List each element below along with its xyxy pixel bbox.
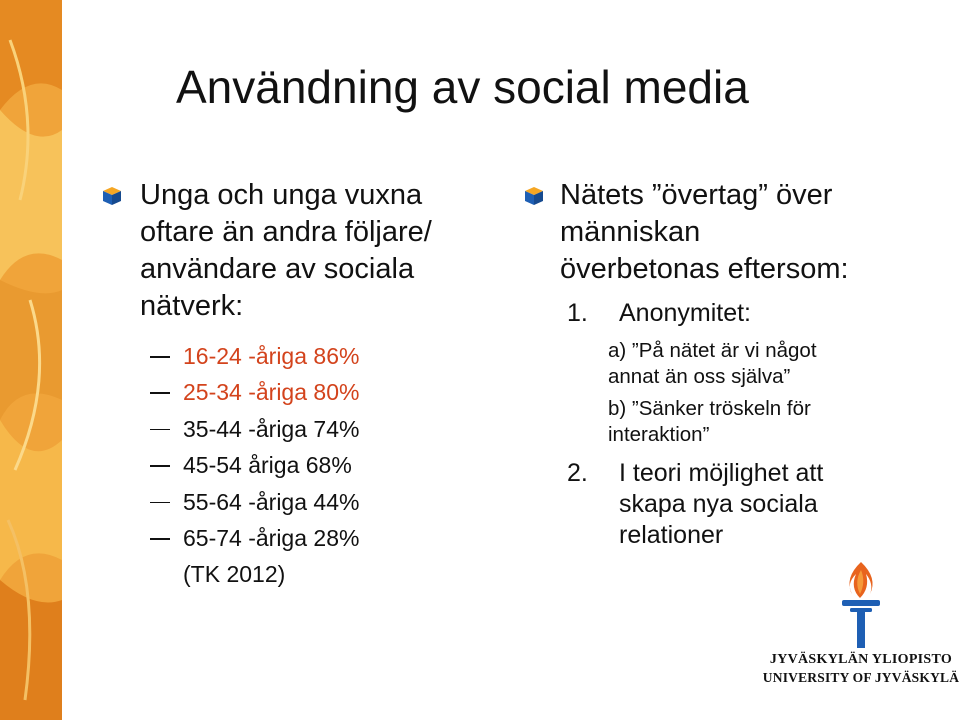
cube-bullet-icon [524,186,544,206]
item-number: 1. [567,299,588,327]
dash-marker [150,465,170,467]
torch-icon [836,560,886,652]
left-lead-line: oftare än andra följare/ [140,216,432,248]
sub-point-line: annat än oss själva” [608,364,791,388]
left-lead-line: användare av sociala [140,253,415,285]
right-lead-line: människan [560,216,701,248]
logo-text-finnish: JYVÄSKYLÄN YLIOPISTO [769,652,953,667]
sub-point-line: a) ”På nätet är vi något [608,339,817,362]
dash-marker [150,502,170,504]
age-group-list [150,338,359,593]
slide-title: Användning av social media [176,61,749,113]
left-lead-text [140,177,432,325]
left-lead-line: nätverk: [140,290,244,322]
numbered-item-1 [567,298,751,328]
university-logo [762,560,960,720]
source-note: (TK 2012) [183,561,286,588]
item-text-line: relationer [619,521,724,549]
sub-point-line: interaktion” [608,422,710,446]
cube-bullet-icon [102,186,122,206]
dash-marker [150,429,170,431]
age-item [150,374,359,410]
numbered-item-2 [567,458,824,549]
dash-marker [150,392,170,394]
age-item-text: 25-34 -åriga 80% [183,379,360,406]
item-number: 2. [567,459,588,487]
sub-point-line: b) ”Sänker tröskeln för [608,397,811,420]
age-item-text: 35-44 -åriga 74% [183,415,360,442]
age-item [150,484,359,520]
age-item [150,338,359,374]
item-text-line: I teori möjlighet att [619,459,824,487]
logo-text-english: UNIVERSITY OF JYVÄSKYLÄ [762,670,960,685]
dash-marker [150,356,170,358]
dash-marker [150,538,170,540]
age-item-text: 65-74 -åriga 28% [183,525,360,552]
age-item [150,520,359,556]
leaf-decoration [0,0,62,720]
item-text: Anonymitet: [619,299,752,327]
sub-point-list [608,338,817,447]
right-lead-text [560,177,849,288]
age-item-text: 45-54 åriga 68% [183,452,352,479]
age-item [150,411,359,447]
right-lead-line: Nätets ”övertag” över [560,179,833,211]
age-item [150,447,359,483]
item-text-line: skapa nya sociala [619,490,818,518]
age-item-text: 16-24 -åriga 86% [183,343,360,369]
left-lead-line: Unga och unga vuxna [140,179,423,211]
right-lead-line: överbetonas eftersom: [560,253,849,285]
age-item-text: 55-64 -åriga 44% [183,488,360,515]
